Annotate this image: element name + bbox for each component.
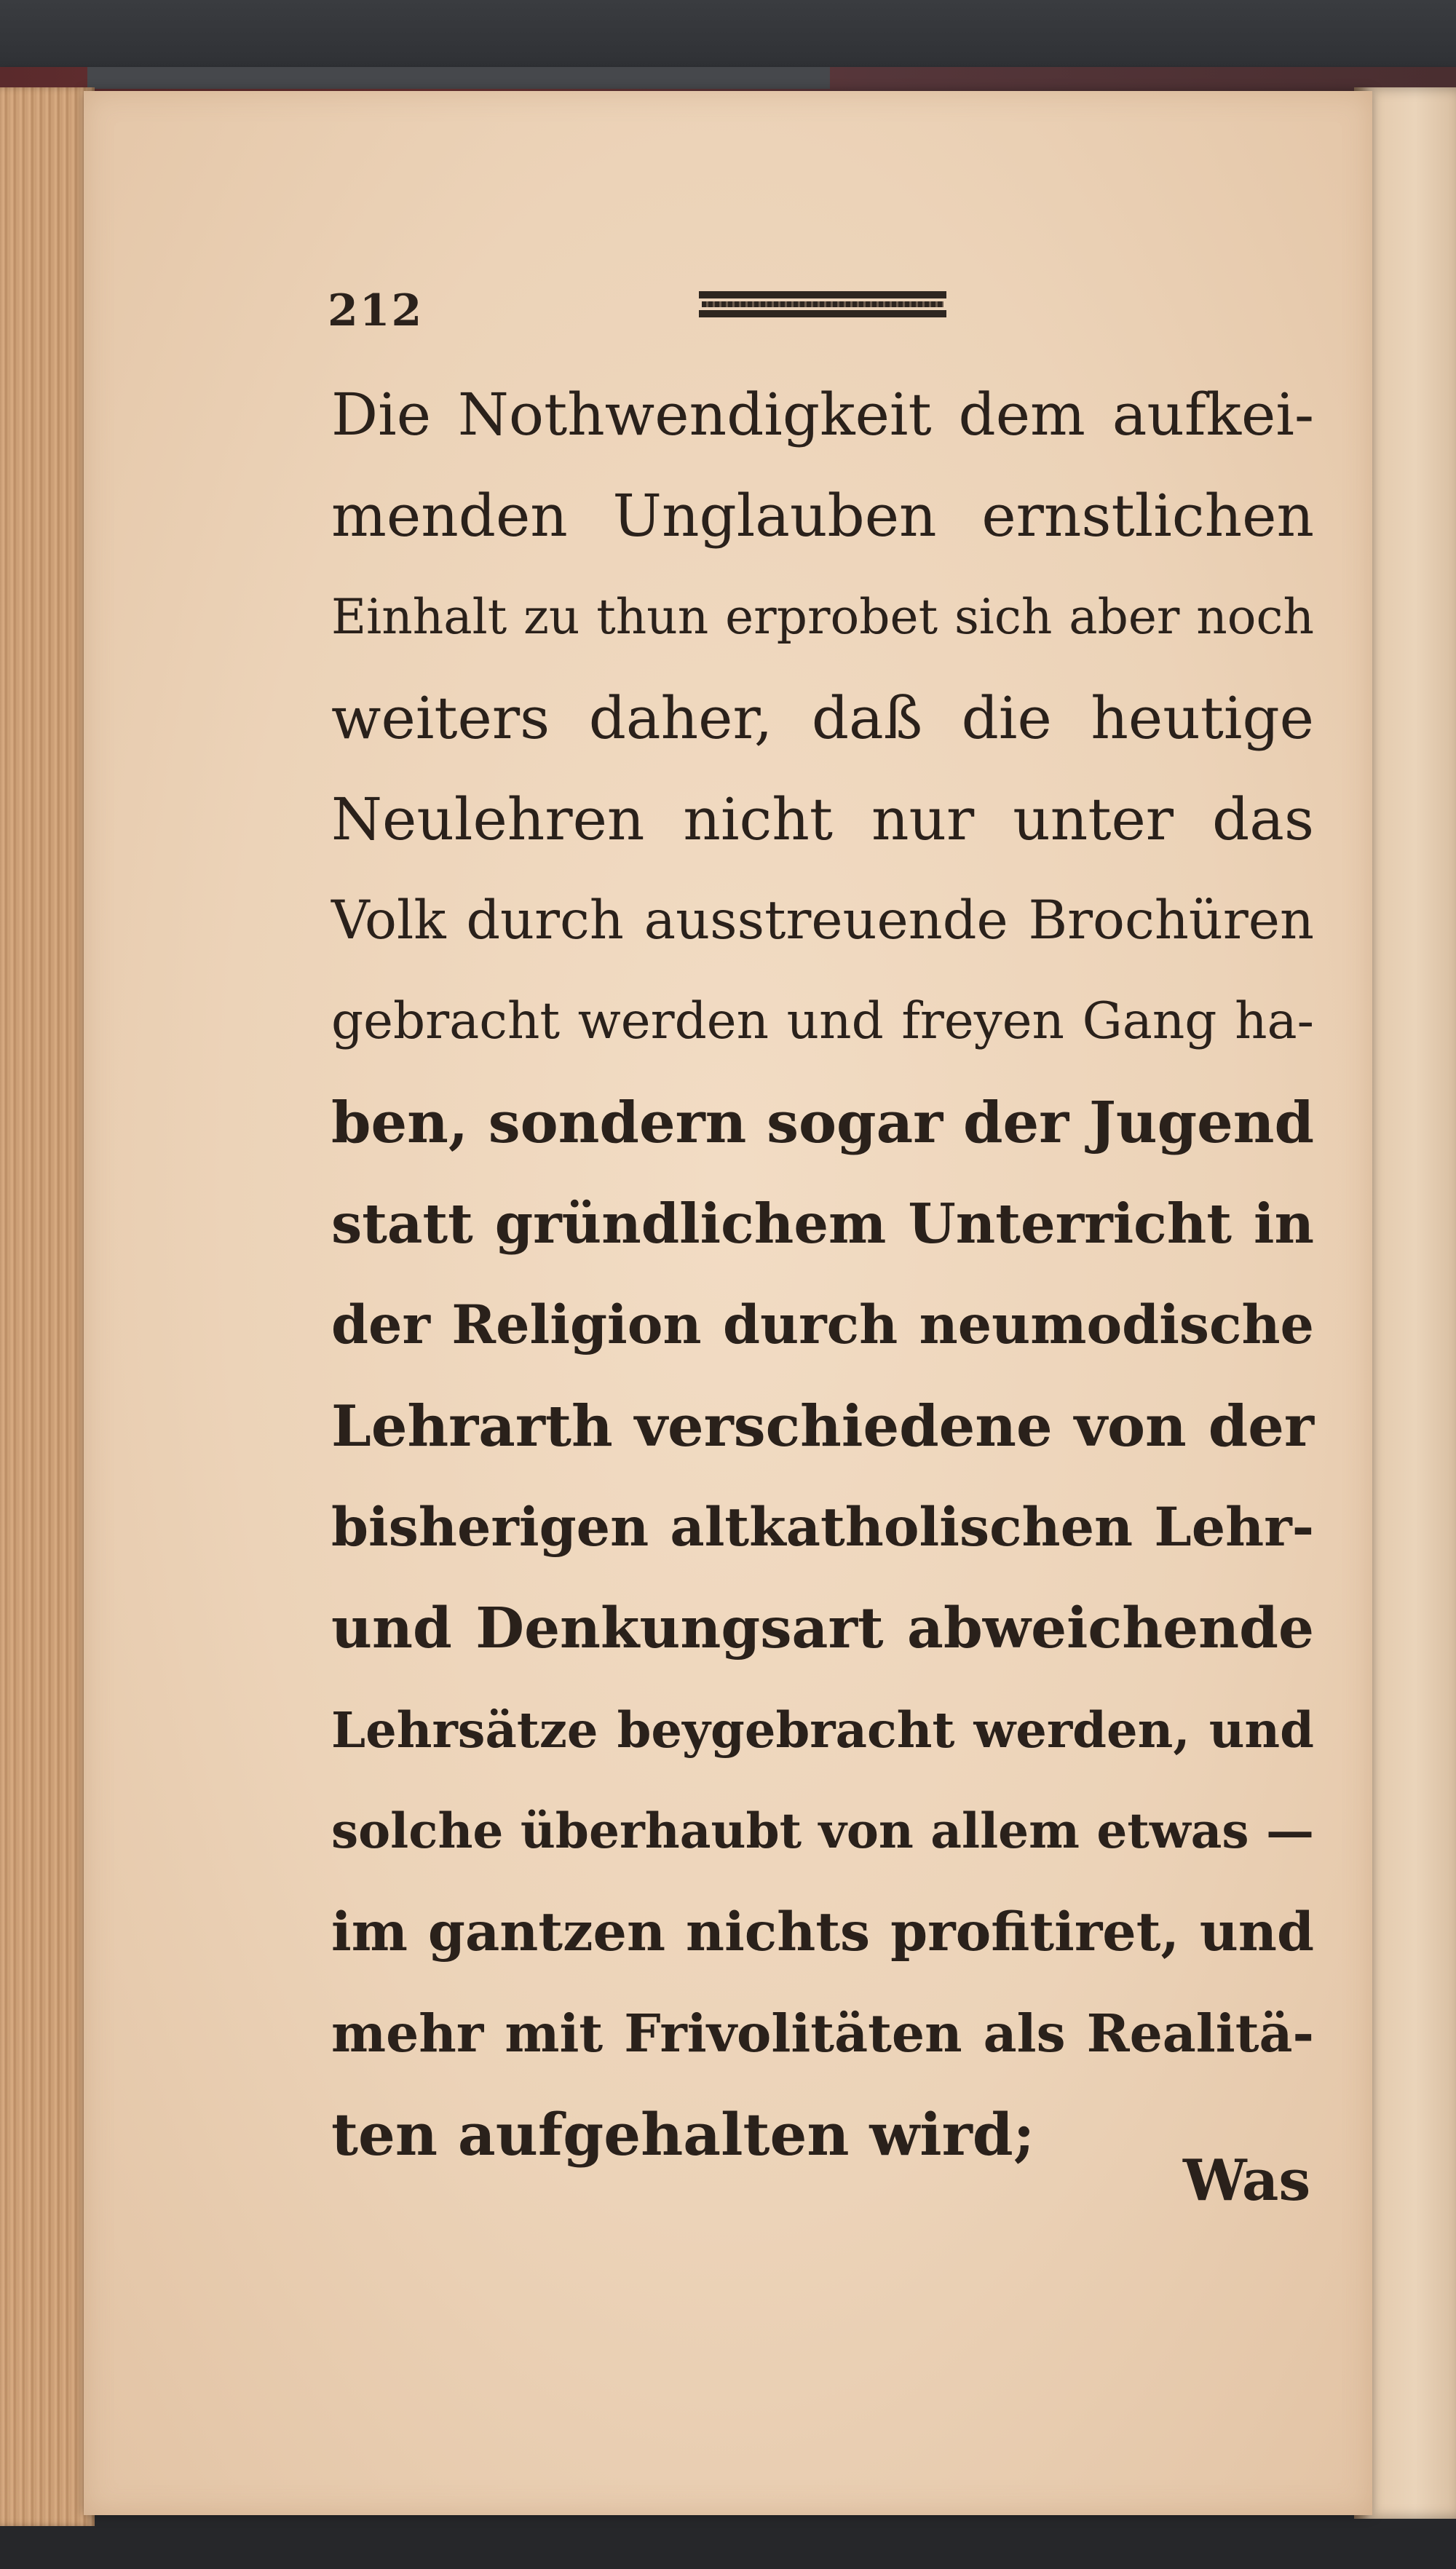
catchword: Was bbox=[1183, 2148, 1311, 2214]
text-line: Einhalt zu thun erprobet sich aber noch bbox=[331, 589, 1314, 645]
text-line: Volk durch ausstreuende Brochüren bbox=[331, 890, 1314, 951]
text-line: solche überhaubt von allem etwas — bbox=[331, 1802, 1314, 1859]
text-line: menden Unglauben ernstlichen bbox=[331, 482, 1314, 550]
page-number: 212 bbox=[328, 285, 424, 336]
text-line: Die Nothwendigkeit dem aufkei- bbox=[331, 381, 1314, 448]
text-line: und Denkungsart abweichende bbox=[331, 1596, 1314, 1661]
ornament-bar bbox=[699, 291, 946, 298]
text-line: bisherigen altkatholischen Lehr- bbox=[331, 1496, 1314, 1559]
header-ornament-rule bbox=[699, 291, 946, 320]
page-body-text bbox=[331, 364, 1314, 2185]
page-stack-edges bbox=[0, 87, 95, 2526]
text-line: der Religion durch neumodische bbox=[331, 1294, 1314, 1356]
book-cover-grey-edge bbox=[87, 67, 830, 89]
text-line: mehr mit Frivolitäten als Realitä- bbox=[331, 2003, 1314, 2064]
text-line: statt gründlichem Unterricht in bbox=[331, 1192, 1314, 1256]
background-bottom bbox=[0, 2511, 1456, 2569]
ornament-bar bbox=[702, 301, 943, 307]
text-line: Lehrsätze beygebracht werden, und bbox=[331, 1701, 1314, 1759]
text-line: Neulehren nicht nur unter das bbox=[331, 785, 1314, 853]
text-line: im gantzen nichts profitiret, und bbox=[331, 1901, 1314, 1963]
text-line: Lehrarth verschiedene von der bbox=[331, 1393, 1314, 1460]
text-line: gebracht werden und freyen Gang ha- bbox=[331, 992, 1314, 1050]
text-line: ben, sondern sogar der Jugend bbox=[331, 1090, 1314, 1156]
ornament-bar bbox=[699, 310, 946, 317]
text-line: ten aufgehalten wird; bbox=[331, 2100, 1035, 2169]
text-line: weiters daher, daß die heutige bbox=[331, 684, 1314, 752]
